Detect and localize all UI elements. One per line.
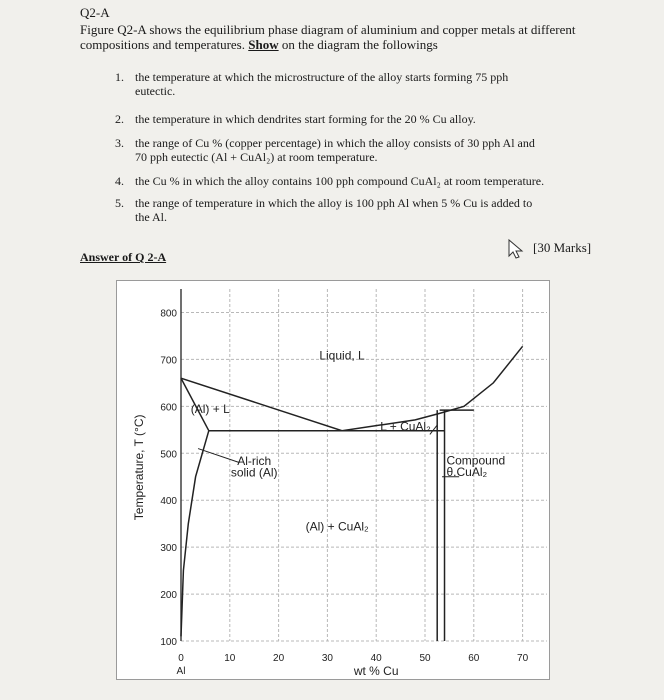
item-number: 4. — [115, 174, 124, 188]
y-tick-label: 600 — [160, 402, 177, 414]
y-tick-label: 800 — [160, 308, 177, 320]
y-axis-title: Temperature, T (°C) — [132, 414, 146, 521]
x-tick-label: 30 — [321, 653, 333, 664]
item-number: 5. — [115, 196, 124, 210]
leader-line — [198, 449, 239, 463]
phase-region-label: Liquid, L — [319, 348, 365, 363]
question-intro — [80, 22, 575, 52]
show-keyword: Show — [248, 37, 279, 52]
item-text: the Cu % in which the alloy contains 100 pph compound CuAl₂ at room temperature. — [135, 174, 545, 188]
y-tick-label: 400 — [160, 496, 177, 508]
x-axis-title: wt % Cu — [353, 664, 399, 678]
item-text: the range of Cu % (copper percentage) in which the alloy consists of 30 pph Al and 70 pph eutectic (Al + CuAl₂) at room temperature. — [135, 136, 535, 164]
y-tick-label: 200 — [160, 590, 177, 602]
item-text: the range of temperature in which the alloy is 100 pph Al when 5 % Cu is added to the Al. — [135, 196, 533, 224]
x-tick-label: 40 — [370, 653, 382, 664]
x-start-label: Al — [176, 666, 186, 677]
x-tick-label: 60 — [468, 653, 480, 664]
phase-region-label: solid (Al) — [230, 465, 278, 480]
x-tick-label: 70 — [517, 653, 529, 664]
item-number: 3. — [115, 136, 124, 150]
y-tick-label: 700 — [160, 355, 177, 367]
phase-diagram-chart — [117, 281, 549, 679]
y-tick-label: 500 — [160, 449, 177, 461]
y-tick-label: 300 — [160, 543, 177, 555]
x-tick-label: 50 — [419, 653, 431, 664]
x-tick-label: 10 — [224, 653, 236, 664]
y-tick-label: 100 — [160, 637, 177, 648]
answer-heading: Answer of Q 2-A — [80, 250, 167, 264]
mouse-pointer-icon — [507, 238, 525, 260]
item-text: the temperature at which the microstructure of the alloy starts forming 75 pph eutectic. — [135, 70, 509, 98]
phase-diagram-frame — [116, 280, 550, 680]
phase-region-label: L + CuAl₂ — [380, 419, 431, 434]
x-tick-label: 0 — [178, 653, 184, 664]
intro-line-2: compositions and temperatures. Show on the diagram the followings — [80, 37, 438, 52]
phase-region-label: Compound — [446, 453, 506, 468]
item-text: the temperature in which dendrites start forming for the 20 % Cu alloy. — [135, 112, 476, 126]
question-title: Q2-A — [80, 5, 110, 20]
phase-region-label: θ.CuAl₂ — [446, 464, 488, 479]
marks-label: [30 Marks] — [533, 240, 592, 255]
intro-line-1: Figure Q2-A shows the equilibrium phase diagram of aluminium and copper metals at different — [80, 22, 576, 37]
phase-region-label: (Al) + L — [190, 401, 230, 416]
leader-line — [430, 425, 437, 434]
x-tick-label: 20 — [273, 653, 285, 664]
solvus-line — [181, 431, 209, 637]
phase-region-label: Al-rich — [237, 454, 272, 468]
item-number: 1. — [115, 70, 124, 84]
item-number: 2. — [115, 112, 124, 126]
phase-region-label: (Al) + CuAl₂ — [305, 519, 369, 534]
